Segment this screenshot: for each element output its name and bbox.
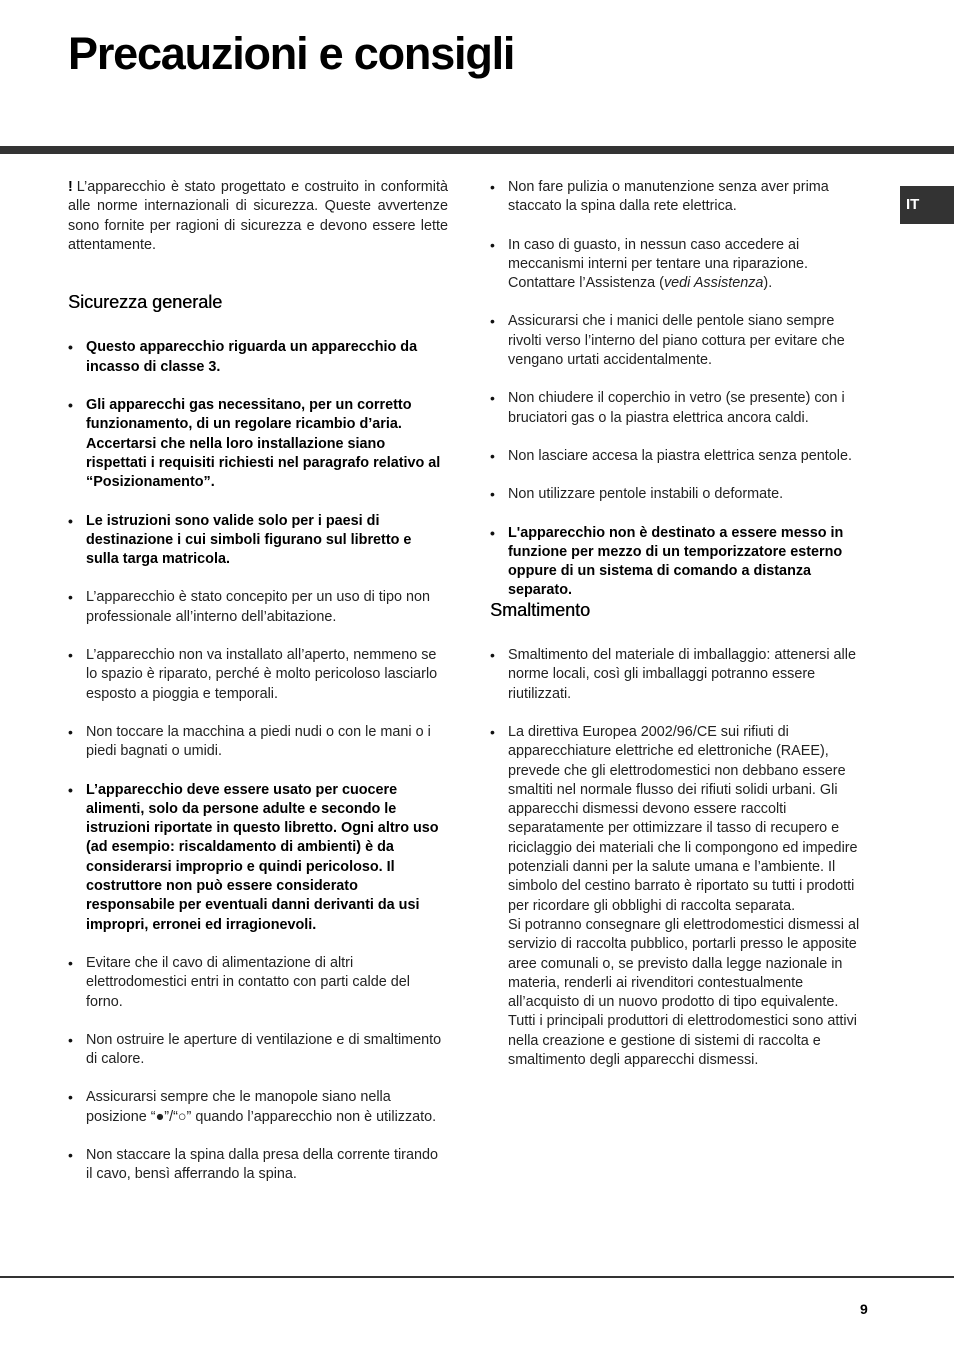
list-item: • L’apparecchio deve essere usato per cuocere alimenti, solo da persone adulte e secondo le istruzioni riportate in questo libretto. Ogni altro uso (ad esempio: riscaldamento di ambienti) è da considerarsi improprio e quindi pericoloso. Il costruttore non può essere considerato responsabile per eventuali danni derivanti da usi impropri, erronei ed irragionevoli. [68, 781, 448, 935]
sicurezza-list [68, 338, 448, 1184]
list-item: • Questo apparecchio riguarda un apparecchio da incasso di classe 3. [68, 338, 448, 377]
warning-mark: ! [68, 179, 73, 195]
list-item: • Evitare che il cavo di alimentazione di altri elettrodomestici entri in contatto con parti calde del forno. [68, 954, 448, 1012]
heading-sicurezza-generale: Sicurezza generale [68, 292, 223, 313]
raee-paragraph-3: Tutti i principali produttori di elettrodomestici sono attivi nella creazione e gestione di sistemi di raccolta e smaltimento degli apparecchi dismessi. [508, 1013, 857, 1068]
list-item [490, 723, 870, 1070]
list-item: • Assicurarsi sempre che le manopole siano nella posizione “●”/“○” quando l’apparecchio non è utilizzato. [68, 1088, 448, 1127]
raee-paragraph: • La direttiva Europea 2002/96/CE sui rifiuti di apparecchiature elettriche ed elettroniche (RAEE), prevede che gli elettrodomestici non debbano essere smaltiti nel normale flusso dei rifiuti solidi urbani. Gli apparecchi dismessi devono essere raccolti separatamente per ottimizzare il tasso di recupero e riciclaggio dei materiali che li compongono ed impedire potenziali danni per la salute umana e l’ambiente. Il simbolo del cestino barrato è riportato su tutti i prodotti per ricordare gli obblighi di raccolta separata. [508, 723, 858, 914]
raee-paragraph-2: Si potranno consegnare gli elettrodomestici dismessi al servizio di raccolta pubblico, portarli presso le apposite aree comunali o, se previsto dalla legge nazionale in materia, renderli ai rivenditori contestualmente all’acquisto di un nuovo prodotto di tipo equivalente. [508, 916, 860, 1011]
intro-text: L’apparecchio è stato progettato e costruito in conformità alle norme internazionali di sicurezza. Queste avvertenze sono fornite per ragioni di sicurezza e devono essere lette attentamente. [68, 179, 448, 253]
vedi-assistenza-reference: vedi Assistenza [663, 275, 764, 292]
list-item: • L’apparecchio è stato concepito per un uso di tipo non professionale all’interno dell’abitazione. [68, 588, 448, 627]
list-item: • Non lasciare accesa la piastra elettrica senza pentole. [490, 447, 870, 466]
list-item: • L’apparecchio non va installato all’aperto, nemmeno se lo spazio è riparato, perché è molto pericoloso lasciarlo esposto a pioggia e temporali. [68, 646, 448, 704]
list-item: • Non ostruire le aperture di ventilazione e di smaltimento di calore. [68, 1031, 448, 1070]
list-item: • Non toccare la macchina a piedi nudi o con le mani o i piedi bagnati o umidi. [68, 723, 448, 762]
language-tab: IT [900, 186, 954, 224]
list-item: • Smaltimento del materiale di imballaggio: attenersi alle norme locali, così gli imballaggi potranno essere riutilizzati. [490, 646, 870, 704]
page-number: 9 [860, 1301, 868, 1317]
intro-paragraph [68, 178, 448, 255]
list-item: • Non staccare la spina dalla presa della corrente tirando il cavo, bensì afferrando la spina. [68, 1146, 448, 1185]
top-divider [0, 146, 954, 154]
left-column [68, 178, 448, 1185]
bottom-divider [0, 1276, 954, 1278]
list-item: • Non fare pulizia o manutenzione senza aver prima staccato la spina dalla rete elettrica. [490, 178, 870, 217]
page-title: Precauzioni e consigli [68, 28, 515, 79]
list-item: • In caso di guasto, in nessun caso accedere ai meccanismi interni per tentare una riparazione. Contattare l’Assistenza (vedi Assistenza). [490, 236, 870, 294]
heading-smaltimento: Smaltimento [490, 599, 591, 620]
list-item: • L'apparecchio non è destinato a essere messo in funzione per mezzo di un temporizzatore esterno oppure di un sistema di comando a distanza separato. [490, 524, 870, 601]
list-item: • Non utilizzare pentole instabili o deformate. [490, 485, 870, 504]
list-item: • Gli apparecchi gas necessitano, per un corretto funzionamento, di un regolare ricambio d’aria. Accertarsi che nella loro installazione siano rispettati i requisiti richiesti nel paragrafo relativo al “Posizionamento”. [68, 396, 448, 492]
right-column [490, 178, 870, 1089]
list-item: • Le istruzioni sono valide solo per i paesi di destinazione i cui simboli figurano sul libretto e sulla targa matricola. [68, 512, 448, 570]
smaltimento-list [490, 646, 870, 1070]
sicurezza-list-continued [490, 178, 870, 601]
list-item: • Non chiudere il coperchio in vetro (se presente) con i bruciatori gas o la piastra elettrica ancora caldi. [490, 389, 870, 428]
list-item: • Assicurarsi che i manici delle pentole siano sempre rivolti verso l’interno del piano cottura per evitare che vengano urtati accidentalmente. [490, 312, 870, 370]
